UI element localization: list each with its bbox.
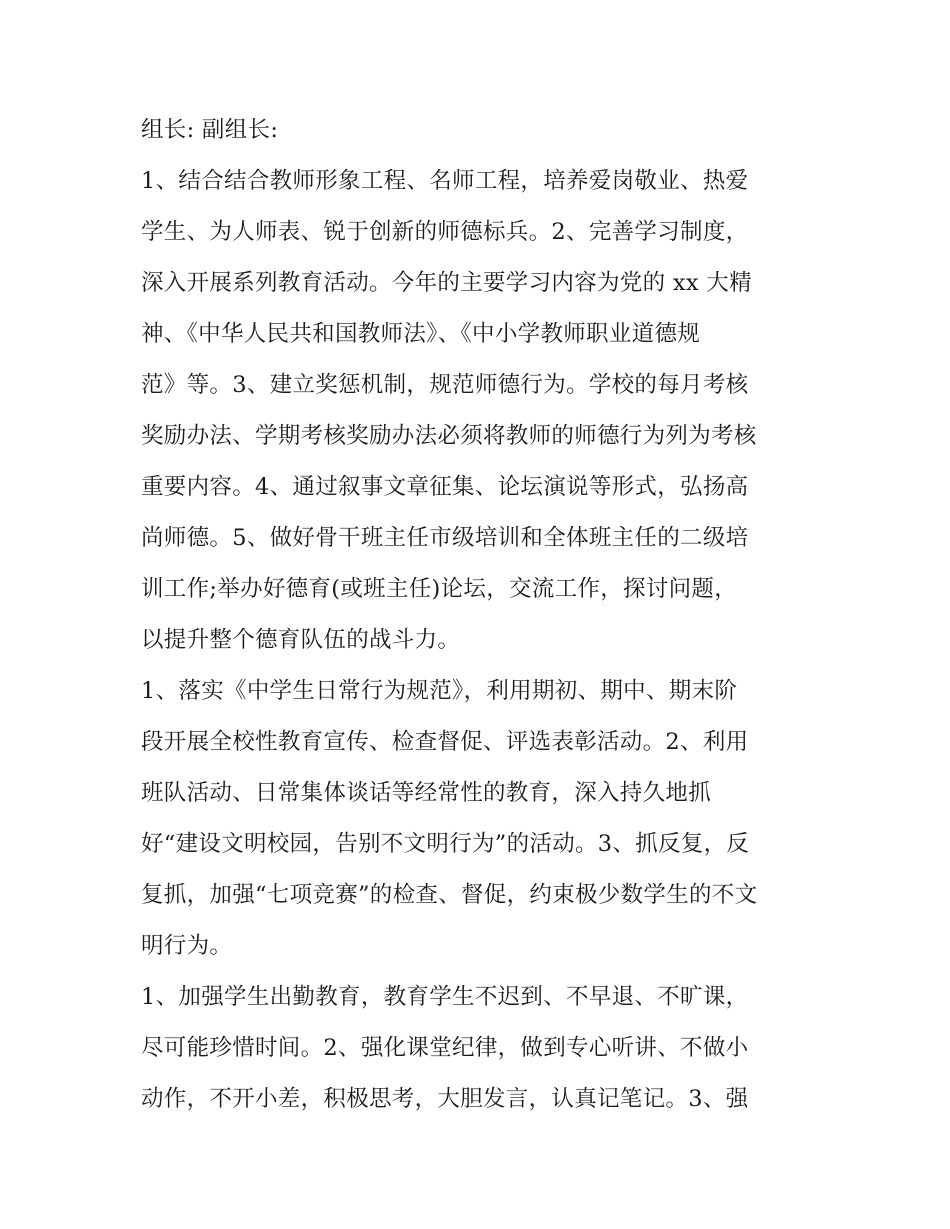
text-line: 重要内容。4、通过叙事文章征集、论坛演说等形式，弘扬高	[141, 474, 749, 500]
text-line: 奖励办法、学期考核奖励办法必须将教师的师德行为列为考核	[141, 423, 757, 449]
text-line: 1、结合结合教师形象工程、名师工程，培养爱岗敬业、热爱	[141, 168, 749, 194]
text-line: 复抓，加强“七项竞赛”的检查、督促，约束极少数学生的不文	[141, 882, 758, 908]
text-line: 好“建设文明校园，告别不文明行为”的活动。3、抓反复，反	[141, 831, 750, 857]
text-line: 深入开展系列教育活动。今年的主要学习内容为党的 xx 大精	[141, 270, 752, 296]
text-line: 神、《中华人民共和国教师法》、《中小学教师职业道德规	[141, 321, 701, 347]
paragraph-3	[141, 977, 821, 1130]
text-line: 动作，不开小差，积极思考，大胆发言，认真记笔记。3、强	[141, 1086, 749, 1112]
text-line: 尚师德。5、做好骨干班主任市级培训和全体班主任的二级培	[141, 525, 749, 551]
text-line: 训工作;举办好德育(或班主任)论坛，交流工作，探讨问题，	[141, 576, 738, 602]
text-line: 班队活动、日常集体谈话等经常性的教育，深入持久地抓	[141, 780, 712, 806]
document-body	[141, 110, 821, 1130]
text-line: 段开展全校性教育宣传、检查督促、评选表彰活动。2、利用	[141, 729, 749, 755]
text-line: 范》等。3、建立奖惩机制，规范师德行为。学校的每月考核	[141, 372, 749, 398]
text-line: 以提升整个德育队伍的战斗力。	[141, 627, 461, 653]
text-line: 尽可能珍惜时间。2、强化课堂纪律，做到专心听讲、不做小	[141, 1035, 749, 1061]
document-heading: 组长: 副组长:	[141, 117, 279, 143]
paragraph-2	[141, 671, 821, 977]
paragraph-1	[141, 161, 821, 671]
text-line: 1、落实《中学生日常行为规范》，利用期初、期中、期末阶	[141, 678, 738, 704]
text-line: 明行为。	[141, 933, 233, 959]
text-line: 1、加强学生出勤教育，教育学生不迟到、不早退、不旷课，	[141, 984, 749, 1010]
text-line: 学生、为人师表、锐于创新的师德标兵。2、完善学习制度，	[141, 219, 749, 245]
